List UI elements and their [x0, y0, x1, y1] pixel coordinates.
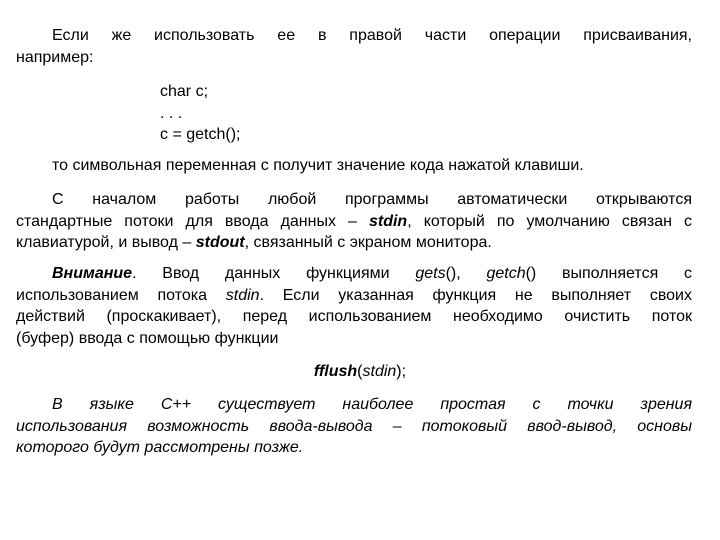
paragraph-assignment [16, 25, 692, 68]
paragraph-line: стандартные потоки для ввода данных – stdin, который по умолчанию связан с [16, 212, 692, 230]
paragraph-streams [16, 189, 692, 254]
paragraph-line: которого будут рассмотрены позже. [16, 439, 304, 456]
paragraph-cpp-streams [16, 394, 692, 459]
paragraph-line: использованием потока stdin. Если указанная функция не выполняет своих [16, 286, 692, 304]
paragraph-line: Если же использовать ее в правой части операции присваивания, [52, 27, 692, 44]
fflush-call: fflush(stdin); [313, 363, 407, 380]
code-example [160, 81, 240, 146]
paragraph-line: клавиатурой, и вывод – stdout, связанный с экраном монитора. [16, 234, 492, 251]
code-line: char c; [160, 83, 209, 100]
paragraph-line: действий (проскакивает), перед использованием необходимо очистить поток [16, 308, 692, 325]
paragraph-result [16, 155, 692, 177]
paragraph-line: использования возможность ввода-вывода – потоковый ввод-вывод, основы [16, 417, 692, 435]
code-line: c = getch(); [160, 126, 241, 143]
attention-label: Внимание [52, 265, 133, 282]
stdout-term: stdout [195, 234, 245, 251]
paragraph-attention [16, 263, 692, 349]
paragraph-line: Внимание. Ввод данных функциями gets(), getch() выполняется с [52, 265, 692, 282]
fflush-name: fflush [313, 363, 358, 380]
stdin-term: stdin [368, 212, 408, 230]
paragraph-line: В языке С++ существует наиболее простая с точки зрения [52, 396, 692, 413]
paragraph-line: то символьная переменная c получит значение кода нажатой клавиши. [52, 157, 584, 174]
code-line: . . . [160, 104, 183, 122]
paragraph-line: (буфер) ввода с помощью функции [16, 329, 279, 347]
paragraph-line: С началом работы любой программы автоматически открываются [52, 191, 692, 208]
paragraph-line: например: [16, 48, 94, 66]
